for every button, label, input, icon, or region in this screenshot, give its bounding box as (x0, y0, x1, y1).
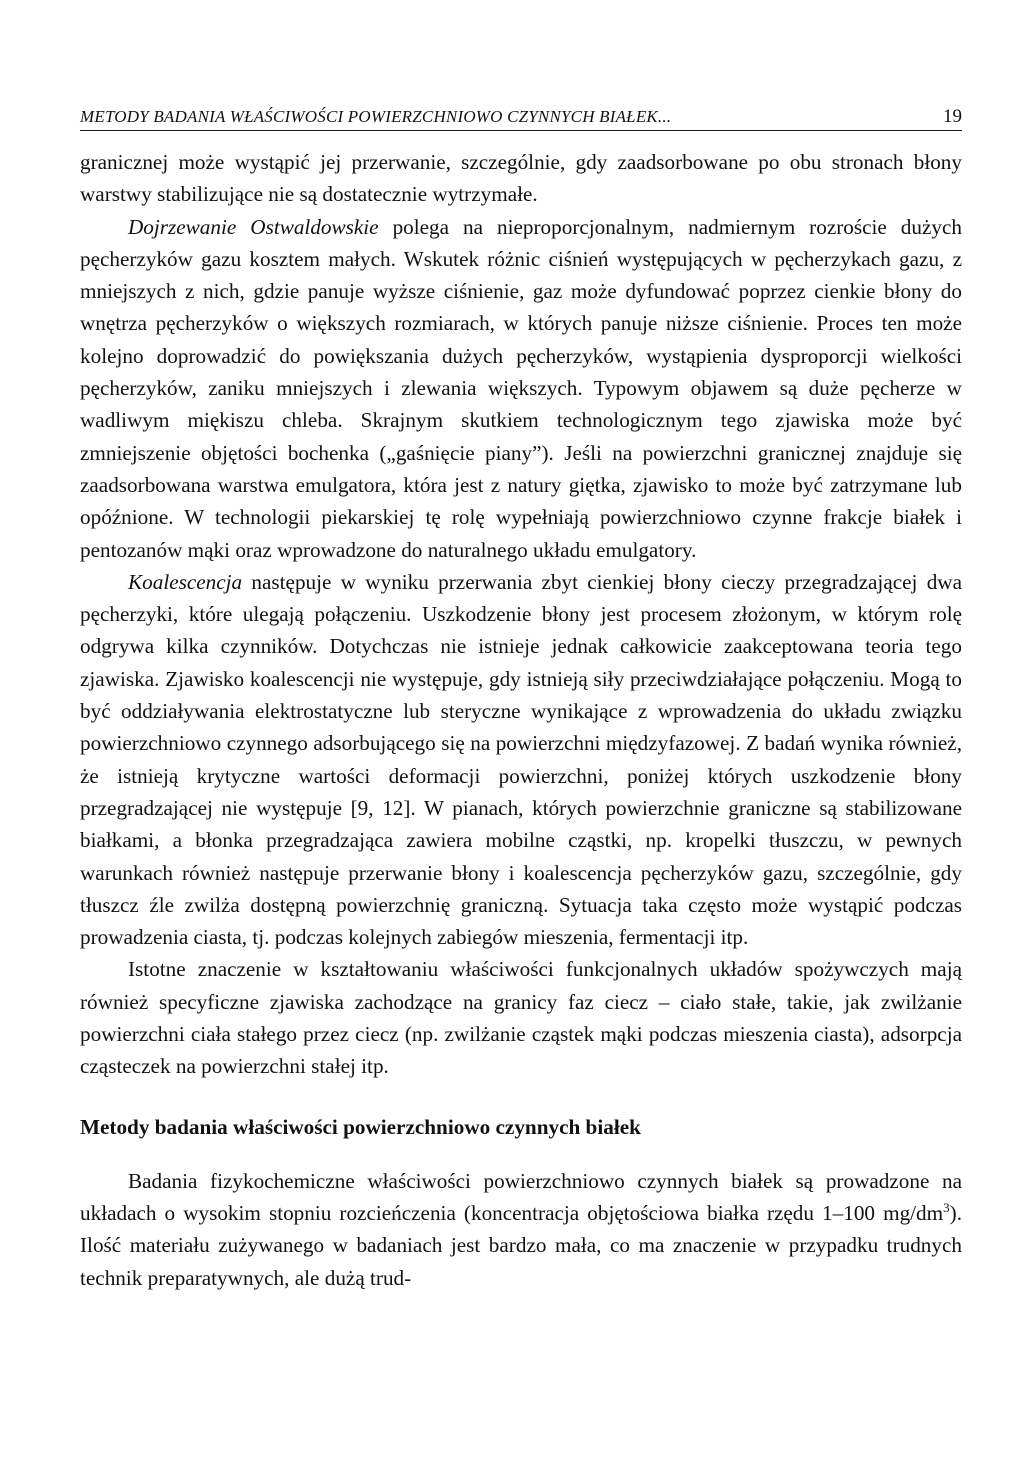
paragraph-methods-text-a: Badania fizykochemiczne właściwości powierzchniowo czynnych białek są prowadzone na układach o wysokim stopniu rozcieńczenia (koncentracja objętościowa białka rzędu 1–100 mg/dm (80, 1168, 962, 1225)
running-title: METODY BADANIA WŁAŚCIWOŚCI POWIERZCHNIOWO CZYNNYCH BIAŁEK... (80, 107, 672, 126)
running-header (80, 104, 962, 131)
paragraph-ostwald-text: polega na nieproporcjonalnym, nadmiernym rozroście dużych pęcherzyków gazu kosztem małych. Wskutek różnic ciśnień występujących w pęcherzykach gazu, z mniejszych z nich, gdzie panuje wyższe ciśnienie, gaz może dyfundować poprzez cienkie błony do wnętrza pęcherzyków o większych rozmiarach, w których panuje niższe ciśnienie. Proces ten może kolejno doprowadzić do powiększania dużych pęcherzyków, wystąpienia dysproporcji wielkości pęcherzyków, zaniku mniejszych i zlewania większych. Typowym objawem są duże pęcherze w wadliwym miękiszu chleba. Skrajnym skutkiem technologicznym tego zjawiska może być zmniejszenie objętości bochenka („gaśnięcie piany”). Jeśli na powierzchni granicznej znajduje się zaadsorbowana warstwa emulgatora, która jest z natury giętka, zjawisko to może być zatrzymane lub opóźnione. W technologii piekarskiej tę rolę wypełniają powierzchniowo czynne frakcje białek i pentozanów mąki oraz wprowadzone do naturalnego układu emulgatory. (80, 214, 962, 562)
section-heading: Metody badania właściwości powierzchniowo czynnych białek (80, 1114, 641, 1139)
page-number: 19 (943, 106, 962, 127)
paragraph-coalescence-text: następuje w wyniku przerwania zbyt cienkiej błony cieczy przegradzającej dwa pęcherzyki, które ulegają połączeniu. Uszkodzenie błony jest procesem złożonym, w którym rolę odgrywa kilka czynników. Dotychczas nie istnieje jednak całkowicie zaakceptowana teoria tego zjawiska. Zjawisko koalescencji nie występuje, gdy istnieją siły przeciwdziałające połączeniu. Mogą to być oddziaływania elektrostatyczne lub steryczne wynikające z wprowadzenia do układu związku powierzchniowo czynnego adsorbującego się na powierzchni międzyfazowej. Z badań wynika również, że istnieją krytyczne wartości deformacji powierzchni, poniżej których uszkodzenie błony przegradzającej nie występuje [9, 12]. W pianach, których powierzchnie graniczne są stabilizowane białkami, a błonka przegradzająca zawiera mobilne cząstki, np. kropelki tłuszczu, w pewnych warunkach również następuje przerwanie błony i koalescencja pęcherzyków gazu, szczególnie, gdy tłuszcz źle zwilża dostępną powierzchnię graniczną. Sytuacja taka często może wystąpić podczas prowadzenia ciasta, tj. podczas kolejnych zabiegów mieszenia, fermentacji itp. (80, 569, 962, 950)
term-ostwald-ripening: Dojrzewanie Ostwaldowskie (128, 214, 379, 239)
superscript-exponent: 3 (943, 1199, 950, 1215)
paragraph-methods (80, 1165, 962, 1294)
paragraph-continuation: granicznej może wystąpić jej przerwanie, szczególnie, gdy zaadsorbowane po obu stronach błony warstwy stabilizujące nie są dostatecznie wytrzymałe. (80, 150, 962, 207)
paragraph-coalescence (80, 566, 962, 954)
page-body (80, 146, 962, 1294)
paragraph-solid-liquid: Istotne znaczenie w kształtowaniu właściwości funkcjonalnych układów spożywczych mają również specyficzne zjawiska zachodzące na granicy faz ciecz – ciało stałe, takie, jak zwilżanie powierzchni ciała stałego przez ciecz (np. zwilżanie cząstek mąki podczas mieszenia ciasta), adsorpcja cząsteczek na powierzchni stałej itp. (80, 957, 962, 1079)
paragraph-methods-text-b: ). Ilość materiału zużywanego w badaniach jest bardzo mała, co ma znaczenie w przypadku trudnych technik preparatywnych, ale dużą trud- (80, 1200, 962, 1290)
term-coalescence: Koalescencja (128, 569, 243, 594)
paragraph-ostwald (80, 211, 962, 566)
